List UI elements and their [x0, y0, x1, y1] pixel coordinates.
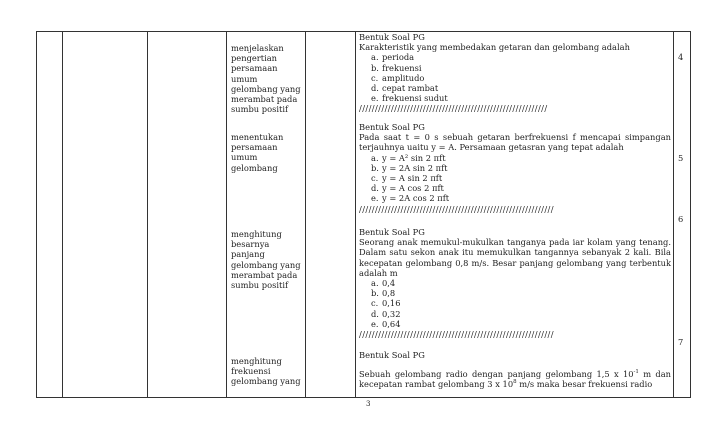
option-text: y = 2A cos 2 πft: [382, 193, 450, 204]
option-list: [359, 278, 671, 329]
indicator-cell: menentukan persamaan umum gelombang: [231, 132, 284, 173]
question-stem: Karakteristik yang membedakan getaran dan gelombang adalah: [359, 42, 630, 53]
option-item: [359, 288, 671, 298]
option-item: [359, 52, 671, 62]
question-number: 6: [678, 214, 684, 224]
option-item: [359, 298, 671, 308]
option-text: frekuensi: [382, 62, 422, 73]
table-border-left: [36, 31, 37, 398]
option-letter: c.: [371, 298, 379, 309]
option-letter: c.: [371, 72, 379, 83]
question-heading: Bentuk Soal PG: [359, 227, 425, 237]
option-text: amplitudo: [382, 72, 425, 83]
option-letter: e.: [371, 93, 379, 104]
separator-line: ///////////////////////////////////////////////////////////: [359, 103, 548, 114]
option-text: 0,8: [382, 288, 396, 299]
indicator-cell: menjelaskan pengertian persamaan umum gelombang yang merambat pada sumbu positif: [231, 43, 301, 115]
column-divider: [226, 31, 227, 398]
separator-line: /////////////////////////////////////////////////////////////: [359, 203, 554, 214]
column-divider: [305, 31, 306, 398]
stem-text: m dan kecepatan rambat gelombang 3 x 10: [359, 369, 671, 390]
option-text: 0,32: [382, 308, 401, 319]
option-letter: b.: [371, 288, 379, 299]
question-block: [359, 350, 671, 390]
option-letter: d.: [371, 83, 379, 94]
option-item: [359, 63, 671, 73]
option-item: [359, 173, 671, 183]
column-divider: [62, 31, 63, 398]
option-letter: a.: [371, 278, 379, 289]
option-text: y = A cos 2 πft: [382, 183, 444, 194]
option-item: [359, 183, 671, 193]
option-text: cepat rambat: [382, 83, 439, 94]
question-number: 5: [678, 153, 684, 163]
question-block: [359, 32, 671, 114]
option-letter: b.: [371, 62, 379, 73]
question-block: [359, 122, 671, 214]
option-letter: b.: [371, 162, 379, 173]
stem-exponent: -1: [633, 369, 639, 376]
option-text: y = A² sin 2 πft: [382, 152, 446, 163]
option-list: [359, 153, 671, 204]
stem-text: Sebuah gelombang radio dengan panjang gelombang 1,5 x 10: [359, 369, 634, 380]
indicator-cell: menghitung besarnya panjang gelombang yang merambat pada sumbu positif: [231, 229, 301, 291]
option-item: [359, 93, 671, 103]
option-item: [359, 309, 671, 319]
question-number: 4: [678, 52, 684, 62]
option-letter: d.: [371, 308, 379, 319]
option-item: [359, 278, 671, 288]
option-item: [359, 193, 671, 203]
stem-exponent: 8: [513, 379, 517, 386]
table-border-right: [690, 31, 691, 398]
option-item: [359, 73, 671, 83]
option-text: perioda: [382, 52, 415, 63]
table-border-bottom: [36, 397, 691, 398]
option-text: 0,16: [382, 298, 401, 309]
option-letter: d.: [371, 183, 379, 194]
indicator-cell: menghitung frekuensi gelombang yang: [231, 356, 301, 387]
column-divider: [673, 31, 674, 398]
separator-line: /////////////////////////////////////////////////////////////: [359, 329, 554, 340]
column-divider: [355, 31, 356, 398]
option-text: 0,4: [382, 278, 396, 289]
option-item: [359, 153, 671, 163]
option-letter: a.: [371, 52, 379, 63]
question-stem: Seorang anak memukul-mukulkan tanganya pada iar kolam yang tenang. Dalam satu sekon anak itu memukulkan tangannya sebanyak 2 kali. Bila kecepatan gelombang 0,8 m/s. Besar panjang gelombang yang terbentuk adalah m: [359, 237, 671, 278]
option-text: 0,64: [382, 318, 401, 329]
question-block: [359, 227, 671, 339]
option-item: [359, 319, 671, 329]
stem-text: m/s maka besar frekuensi radio: [516, 379, 653, 390]
question-heading: Bentuk Soal PG: [359, 32, 425, 42]
option-list: [359, 52, 671, 103]
option-letter: c.: [371, 173, 379, 184]
option-text: y = A sin 2 πft: [382, 173, 443, 184]
option-letter: e.: [371, 193, 379, 204]
option-letter: a.: [371, 152, 379, 163]
question-heading: Bentuk Soal PG: [359, 350, 425, 360]
option-item: [359, 83, 671, 93]
column-divider: [147, 31, 148, 398]
option-item: [359, 163, 671, 173]
question-stem: [359, 369, 671, 389]
option-text: frekuensi sudut: [382, 93, 448, 104]
question-stem: Pada saat t = 0 s sebuah getaran berfrekuensi f mencapai simpangan terjauhnya uaitu y = A. Persamaan getasran yang tepat adalah: [359, 132, 671, 153]
question-number: 7: [678, 337, 684, 347]
page-number: 3: [366, 400, 371, 408]
question-heading: Bentuk Soal PG: [359, 122, 425, 132]
option-text: y = 2A sin 2 πft: [382, 162, 448, 173]
option-letter: e.: [371, 318, 379, 329]
